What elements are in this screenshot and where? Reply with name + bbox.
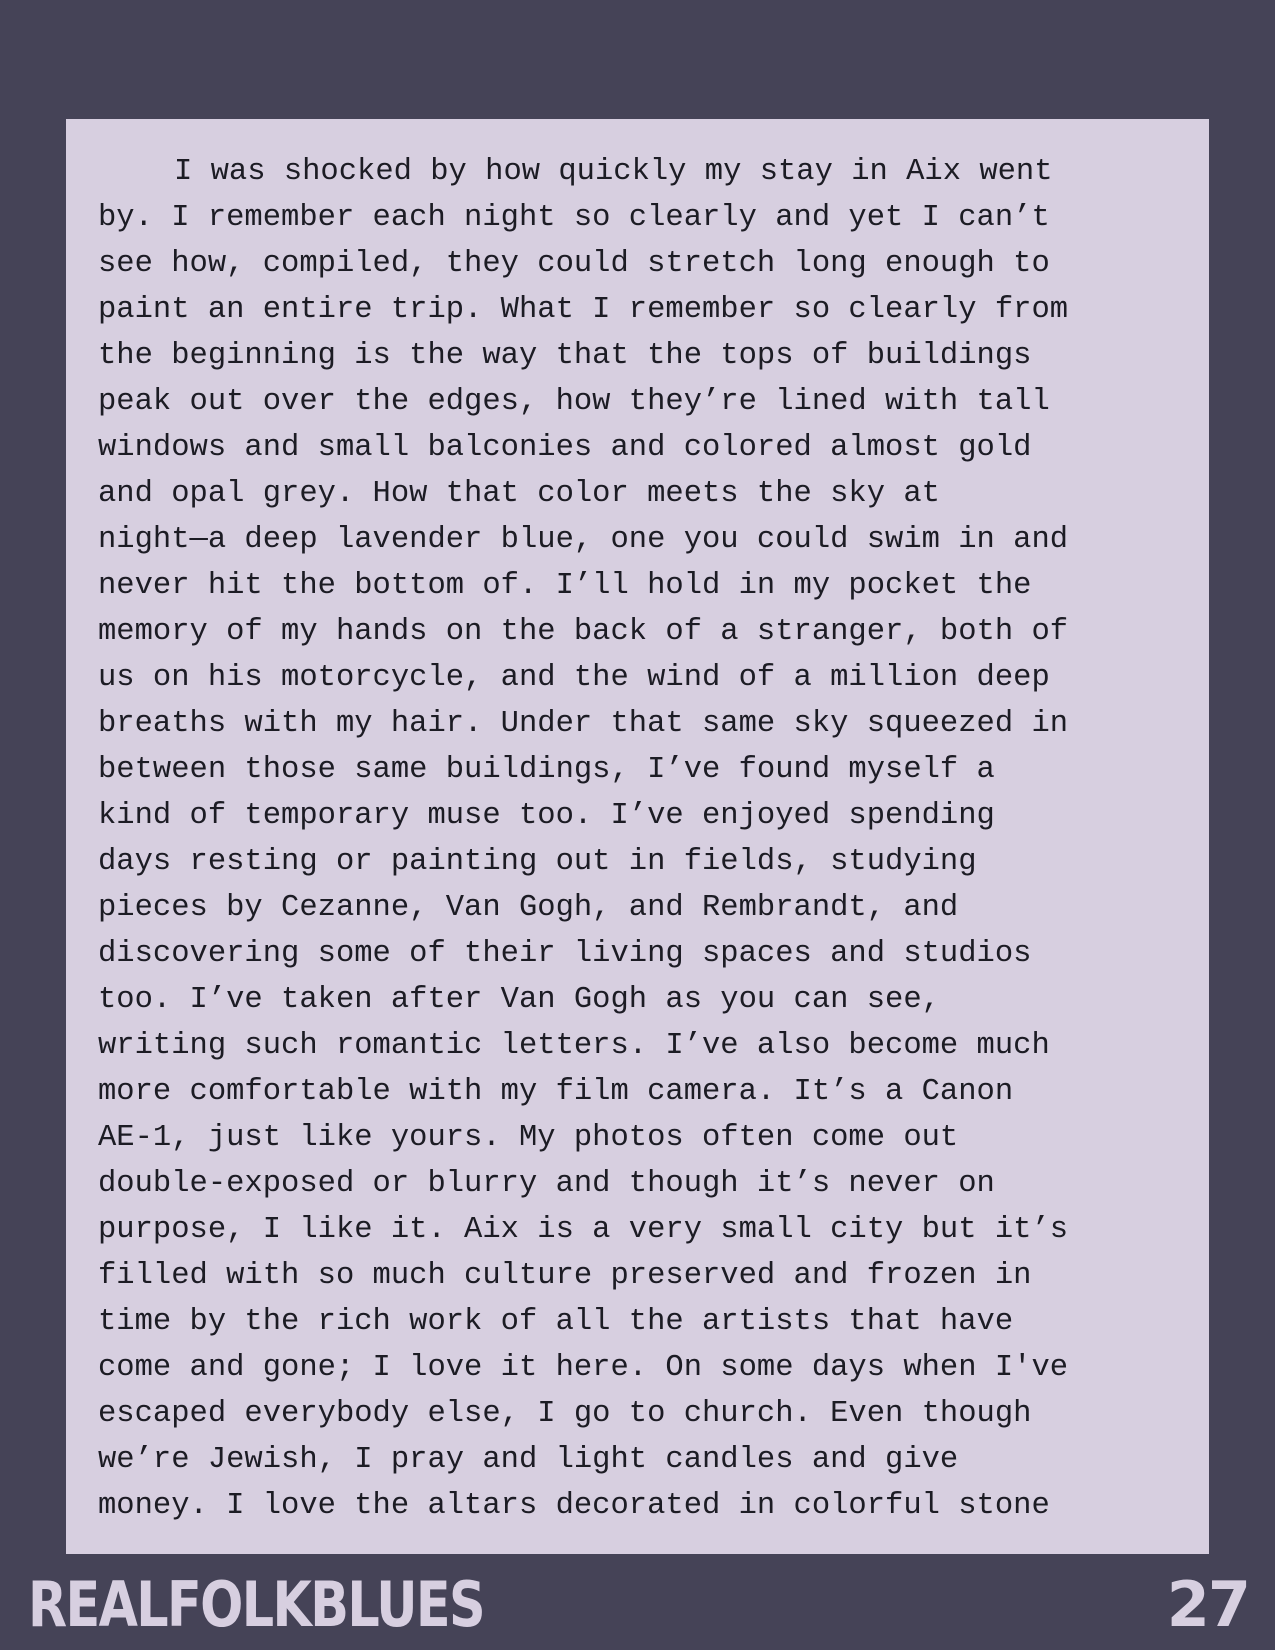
letter-line: discovering some of their living spaces and studios: [98, 937, 1032, 971]
letter-panel: [66, 119, 1209, 1554]
letter-line: we’re Jewish, I pray and light candles and give: [98, 1443, 959, 1477]
letter-line: breaths with my hair. Under that same sky squeezed in: [98, 707, 1069, 741]
letter-line: escaped everybody else, I go to church. Even though: [98, 1397, 1032, 1431]
letter-line: see how, compiled, they could stretch long enough to: [98, 247, 1050, 281]
letter-line: kind of temporary muse too. I’ve enjoyed spending: [98, 799, 995, 833]
letter-line: the beginning is the way that the tops of buildings: [98, 339, 1032, 373]
letter-line: peak out over the edges, how they’re lined with tall: [98, 385, 1050, 419]
letter-line: writing such romantic letters. I’ve also become much: [98, 1029, 1050, 1063]
letter-line: and opal grey. How that color meets the sky at: [98, 477, 940, 511]
letter-line: time by the rich work of all the artists that have: [98, 1305, 1014, 1339]
letter-line: paint an entire trip. What I remember so clearly from: [98, 293, 1069, 327]
letter-line: purpose, I like it. Aix is a very small city but it’s: [98, 1213, 1069, 1247]
letter-line: more comfortable with my film camera. It’s a Canon: [98, 1075, 1014, 1109]
letter-line: windows and small balconies and colored almost gold: [98, 431, 1032, 465]
letter-line: come and gone; I love it here. On some days when I've: [98, 1351, 1069, 1385]
letter-line: I was shocked by how quickly my stay in Aix went: [174, 155, 1053, 189]
letter-line: filled with so much culture preserved and frozen in: [98, 1259, 1032, 1293]
letter-line: money. I love the altars decorated in colorful stone: [98, 1489, 1050, 1523]
letter-body: [98, 149, 1179, 1529]
letter-line: memory of my hands on the back of a stranger, both of: [98, 615, 1069, 649]
letter-line: night—a deep lavender blue, one you could swim in and: [98, 523, 1069, 557]
letter-line: between those same buildings, I’ve found myself a: [98, 753, 995, 787]
letter-line: double-exposed or blurry and though it’s never on: [98, 1167, 995, 1201]
letter-line: us on his motorcycle, and the wind of a million deep: [98, 661, 1050, 695]
letter-line: pieces by Cezanne, Van Gogh, and Rembrandt, and: [98, 891, 959, 925]
letter-line: by. I remember each night so clearly and yet I can’t: [98, 201, 1050, 235]
page-number: 27: [1166, 1568, 1249, 1641]
publication-title: REALFOLKBLUES: [28, 1568, 485, 1641]
letter-line: never hit the bottom of. I’ll hold in my pocket the: [98, 569, 1032, 603]
letter-line: days resting or painting out in fields, studying: [98, 845, 977, 879]
letter-line: too. I’ve taken after Van Gogh as you can see,: [98, 983, 940, 1017]
letter-line: AE-1, just like yours. My photos often come out: [98, 1121, 959, 1155]
